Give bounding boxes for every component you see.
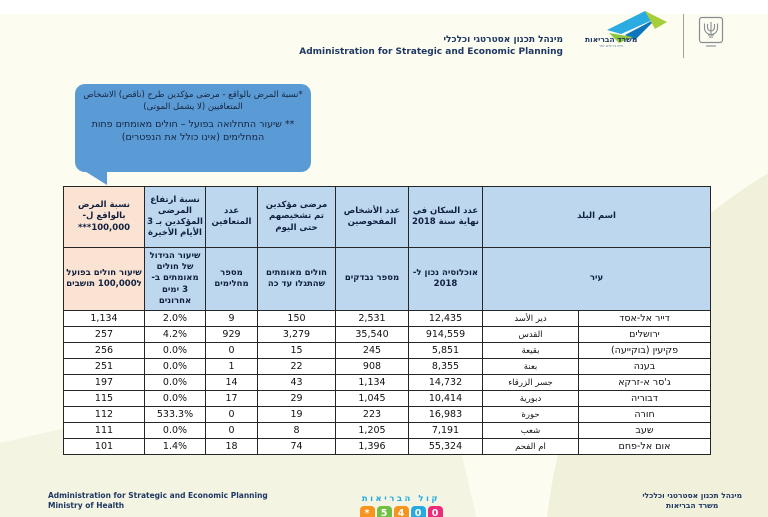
table-cell: 1,396 <box>336 439 409 455</box>
table-cell-town-he: ג'סר א-זרקא <box>579 375 711 391</box>
table-row <box>64 327 711 343</box>
table-cell: 0.0% <box>145 343 206 359</box>
table-header-row-hebrew <box>64 248 711 311</box>
table-cell: 0.0% <box>145 423 206 439</box>
table-cell: 1,205 <box>336 423 409 439</box>
kol-habriut-title: קול הבריאות <box>361 494 441 504</box>
table-row <box>64 407 711 423</box>
table-cell: 29 <box>258 391 336 407</box>
header-divider-line <box>683 14 684 58</box>
table-cell: 0.0% <box>145 375 206 391</box>
table-cell-town-ar: القدس <box>483 327 579 343</box>
table-cell: 2,531 <box>336 311 409 327</box>
covid-locality-table <box>63 186 711 455</box>
department-name-hebrew: מינהל תכנון אסטרטגי וכלכלי <box>443 35 563 45</box>
table-header-row-arabic <box>64 187 711 248</box>
table-cell: 1,134 <box>64 311 145 327</box>
table-cell-town-he: ירושלים <box>579 327 711 343</box>
table-cell: 7,191 <box>409 423 483 439</box>
table-cell: 5,851 <box>409 343 483 359</box>
table-cell: 929 <box>206 327 258 343</box>
hotline-digit-tile: * <box>360 506 375 517</box>
footnote-hebrew: ** שיעור התחלואה בפועל – חולים מאומתים פחות המחלימים (אינו כולל את הנפטרים) <box>91 118 295 143</box>
header-ar-confirmed: مرضى مؤكدين تم تشخيصهم حتى اليوم <box>258 187 336 248</box>
table-cell: 12,435 <box>409 311 483 327</box>
table-cell: 43 <box>258 375 336 391</box>
header-he-rate: שיעור חולים בפועל ל100,000 תושבים <box>64 248 145 311</box>
header-ar-town: اسم البلد <box>483 187 711 248</box>
table-cell-town-he: פקיעין (בוקייעה) <box>579 343 711 359</box>
table-cell: 0 <box>206 423 258 439</box>
table-cell: 1.4% <box>145 439 206 455</box>
table-cell-town-he: אום אל-פחם <box>579 439 711 455</box>
table-cell-town-he: דייר אל-אסד <box>579 311 711 327</box>
table-cell: 0 <box>206 407 258 423</box>
hotline-digit-tile: 4 <box>394 506 409 517</box>
moh-name-label: משרד הבריאות <box>585 35 638 44</box>
table-cell-town-he: בענה <box>579 359 711 375</box>
table-cell: 251 <box>64 359 145 375</box>
header-ar-recovered: عدد المتعافين <box>206 187 258 248</box>
table-cell-town-ar: دير الأسد <box>483 311 579 327</box>
table-cell: 22 <box>258 359 336 375</box>
table-cell: 16,983 <box>409 407 483 423</box>
table-cell: 257 <box>64 327 145 343</box>
moh-tagline-label: חיים בריאים יותר <box>598 43 624 48</box>
table-cell: 8,355 <box>409 359 483 375</box>
footnote-callout-bubble <box>75 84 311 172</box>
header-he-confirmed: חולים מאומתים שהתגלו עד כה <box>258 248 336 311</box>
table-cell-town-ar: ام الفحم <box>483 439 579 455</box>
table-cell: 914,559 <box>409 327 483 343</box>
table-cell: 14,732 <box>409 375 483 391</box>
header-ar-population: عدد السكان في نهاية سنة 2018 <box>409 187 483 248</box>
footer-moh-hebrew: משרד הבריאות <box>666 501 719 511</box>
table-cell: 0 <box>206 343 258 359</box>
header-he-growth: שיעור הגידול של חולים מאומתים ב- 3 ימים אחרונים <box>145 248 206 311</box>
table-cell: 18 <box>206 439 258 455</box>
table-cell: 19 <box>258 407 336 423</box>
table-cell: 8 <box>258 423 336 439</box>
hotline-digit-tile: 0 <box>428 506 443 517</box>
table-cell: 1 <box>206 359 258 375</box>
table-cell: 74 <box>258 439 336 455</box>
table-cell: 55,324 <box>409 439 483 455</box>
table-cell: 2.0% <box>145 311 206 327</box>
table-cell: 112 <box>64 407 145 423</box>
hotline-digit-tile: 5 <box>377 506 392 517</box>
table-cell: 15 <box>258 343 336 359</box>
table-cell: 4.2% <box>145 327 206 343</box>
ministry-of-health-logo <box>583 10 675 62</box>
footer-admin-line: Administration for Strategic and Economic Planning <box>48 491 268 500</box>
header-he-tested: מספר נבדקים <box>336 248 409 311</box>
kol-habriut-logo <box>353 494 449 517</box>
table-cell: 245 <box>336 343 409 359</box>
table-cell-town-ar: بعنة <box>483 359 579 375</box>
table-cell-town-he: חורה <box>579 407 711 423</box>
data-table <box>63 186 711 455</box>
header-department-block <box>299 35 563 57</box>
table-row <box>64 311 711 327</box>
hotline-number-tiles <box>353 506 449 517</box>
table-cell: 197 <box>64 375 145 391</box>
footer-dept-hebrew: מינהל תכנון אסטרטגי וכלכלי <box>642 491 742 500</box>
table-cell: 9 <box>206 311 258 327</box>
table-cell: 10,414 <box>409 391 483 407</box>
table-cell: 908 <box>336 359 409 375</box>
hotline-digit-tile: 0 <box>411 506 426 517</box>
israel-state-emblem-icon <box>698 16 724 54</box>
table-cell: 115 <box>64 391 145 407</box>
footer-english-block <box>48 491 268 511</box>
table-cell: 0.0% <box>145 359 206 375</box>
footer-hebrew-block <box>642 491 742 511</box>
header-he-town: עיר <box>483 248 711 311</box>
header-he-population: אוכלוסיה נכון ל- 2018 <box>409 248 483 311</box>
table-cell-town-ar: دبورية <box>483 391 579 407</box>
footer-ministry-line: Ministry of Health <box>48 501 125 511</box>
table-row <box>64 423 711 439</box>
table-row <box>64 343 711 359</box>
table-cell: 1,134 <box>336 375 409 391</box>
table-cell: 111 <box>64 423 145 439</box>
table-cell: 3,279 <box>258 327 336 343</box>
table-cell-town-ar: جسر الزرقاء <box>483 375 579 391</box>
header-ar-growth: نسبة ارتفاع المرضى المؤكدين بـ 3 الأيام الأخيرة <box>145 187 206 248</box>
header-ar-tested: عدد الأشخاص المفحوصين <box>336 187 409 248</box>
table-row <box>64 375 711 391</box>
table-cell: 1,045 <box>336 391 409 407</box>
header-ar-rate: نسبة المرض بالواقع ل- 100,000*** <box>64 187 145 248</box>
table-cell: 0.0% <box>145 391 206 407</box>
table-cell: 35,540 <box>336 327 409 343</box>
table-row <box>64 439 711 455</box>
table-row <box>64 359 711 375</box>
table-cell: 17 <box>206 391 258 407</box>
table-cell-town-ar: بقيعة <box>483 343 579 359</box>
table-cell: 256 <box>64 343 145 359</box>
department-name-english: Administration for Strategic and Economic Planning <box>299 47 563 57</box>
moh-logo-text <box>585 36 637 49</box>
table-cell: 533.3% <box>145 407 206 423</box>
callout-tail <box>83 170 107 185</box>
table-cell-town-ar: شعب <box>483 423 579 439</box>
header-he-recovered: מספר מחלימים <box>206 248 258 311</box>
table-cell-town-ar: حورة <box>483 407 579 423</box>
table-cell: 150 <box>258 311 336 327</box>
table-cell: 14 <box>206 375 258 391</box>
table-cell-town-he: דבוריה <box>579 391 711 407</box>
table-cell: 101 <box>64 439 145 455</box>
table-row <box>64 391 711 407</box>
table-cell: 223 <box>336 407 409 423</box>
table-cell-town-he: שעב <box>579 423 711 439</box>
footnote-arabic: *نسبة المرض بالواقع - مرضى مؤكدين طرح (ناقص) الاشخاص المتعافيين (لا يشمل الموتى) <box>83 90 303 112</box>
